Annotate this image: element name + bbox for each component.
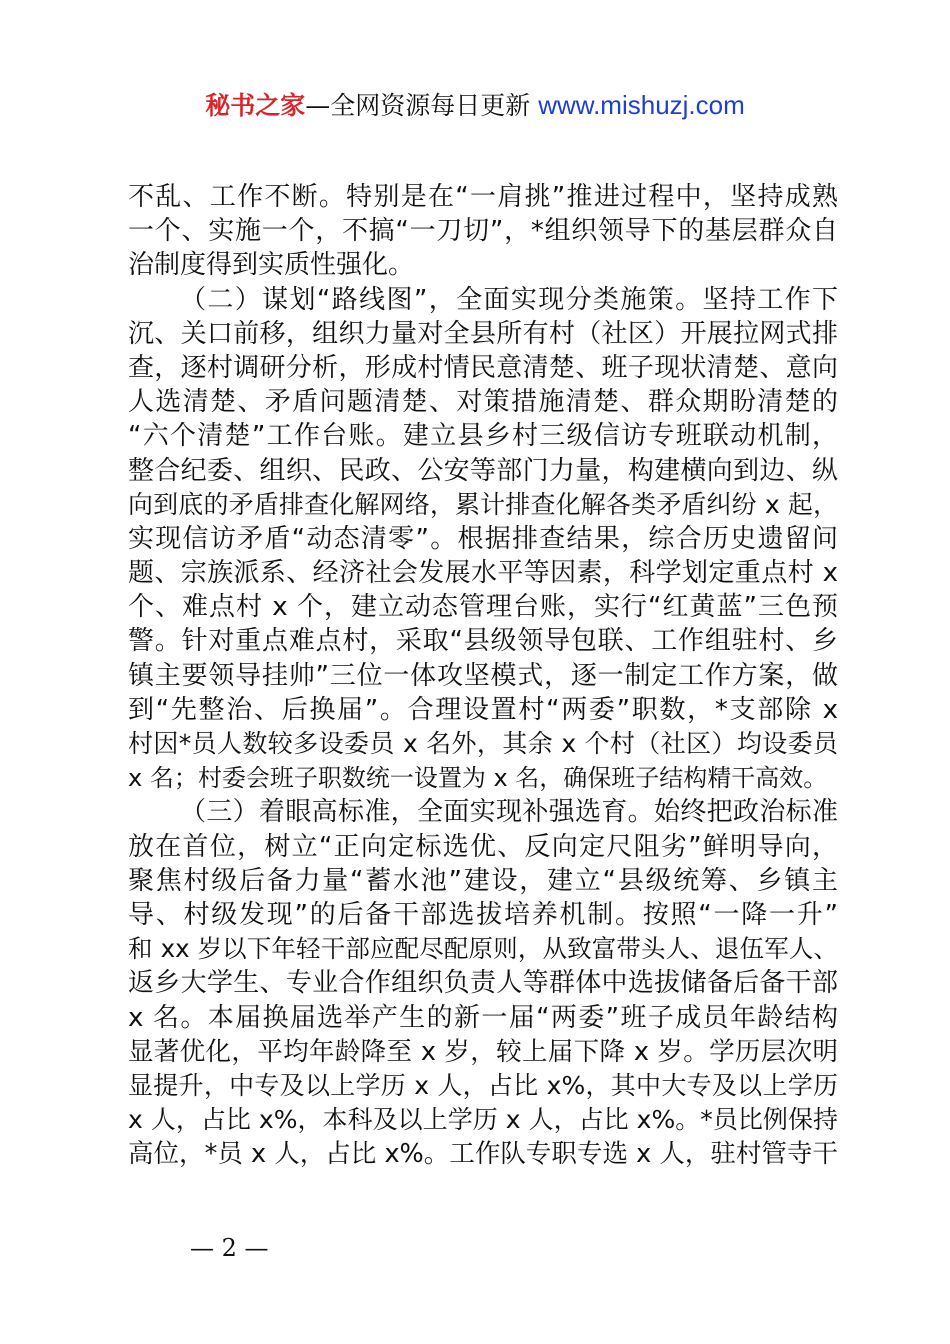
text-line: 实现信访矛盾“动态清零”。根据排查结果，综合历史遗留问 (128, 523, 838, 554)
text-line: 村因*员人数较多设委员 x 名外，其余 x 个村（社区）均设委员 (128, 729, 838, 758)
site-banner (0, 88, 950, 123)
text-line: x 名。本届换届选举产生的新一届“两委”班子成员年龄结构 (128, 1002, 838, 1033)
text-line: （二）谋划“路线图”，全面实现分类施策。坚持工作下 (180, 284, 838, 315)
text-line: （三）着眼高标准，全面实现补强选育。始终把政治标准 (180, 797, 838, 828)
document-body (128, 180, 838, 1171)
text-line: 显提升，中专及以上学历 x 人，占比 x%，其中大专及以上学历 (128, 1070, 838, 1100)
text-line: “六个清楚”工作台账。建立县乡村三级信访专班联动机制， (128, 421, 838, 452)
text-line: 显著优化，平均年龄降至 x 岁，较上届下降 x 岁。学历层次明 (128, 1036, 838, 1067)
text-line: 放在首位，树立“正向定标选优、反向定尺阻劣”鲜明导向， (128, 831, 838, 862)
text-line: 警。针对重点难点村，采取“县级领导包联、工作组驻村、乡 (128, 626, 838, 657)
text-line: x 名；村委会班子职数统一设置为 x 名，确保班子结构精干高效。 (128, 764, 828, 793)
text-line: 镇主要领导挂帅”三位一体攻坚模式，逐一制定工作方案，做 (128, 660, 838, 691)
brand-name: 秘书之家 (205, 91, 306, 120)
page-number: — 2 — (190, 1234, 269, 1262)
text-line: 治制度得到实质性强化。 (128, 250, 415, 281)
text-line: 向到底的矛盾排查化解网络，累计排查化解各类矛盾纠纷 x 起， (128, 489, 838, 519)
text-line: 到“先整治、后换届”。合理设置村“两委”职数，*支部除 x (128, 694, 838, 725)
text-line: 个、难点村 x 个，建立动态管理台账，实行“红黄蓝”三色预 (128, 592, 838, 623)
banner-slogan: —全网资源每日更新 (305, 91, 539, 120)
text-line: 高位，*员 x 人，占比 x%。工作队专职专选 x 人，驻村管寺干 (128, 1139, 838, 1170)
text-line: 返乡大学生、专业合作组织负责人等群体中选拔储备后备干部 (128, 968, 838, 999)
text-line: 题、宗族派系、经济社会发展水平等因素，科学划定重点村 x (128, 558, 838, 589)
text-line: x 人，占比 x%，本科及以上学历 x 人，占比 x%。*员比例保持 (128, 1105, 838, 1135)
text-line: 查，逐村调研分析，形成村情民意清楚、班子现状清楚、意向 (128, 352, 838, 383)
text-line: 一个、实施一个，不搞“一刀切”，*组织领导下的基层群众自 (128, 216, 838, 247)
text-line: 聚焦村级后备力量“蓄水池”建设，建立“县级统筹、乡镇主 (128, 865, 838, 896)
text-line: 导、村级发现”的后备干部选拔培养机制。按照“一降一升” (128, 899, 838, 930)
site-url-link[interactable]: www.mishuzj.com (538, 90, 745, 120)
text-line: 人选清楚、矛盾问题清楚、对策措施清楚、群众期盼清楚的 (128, 387, 838, 418)
text-line: 整合纪委、组织、民政、公安等部门力量，构建横向到边、纵 (128, 455, 838, 486)
text-line: 不乱、工作不断。特别是在“一肩挑”推进过程中，坚持成熟 (128, 182, 838, 212)
text-line: 和 xx 岁以下年轻干部应配尽配原则，从致富带头人、退伍军人、 (128, 934, 838, 964)
text-line: 沉、关口前移，组织力量对全县所有村（社区）开展拉网式排 (128, 318, 838, 349)
